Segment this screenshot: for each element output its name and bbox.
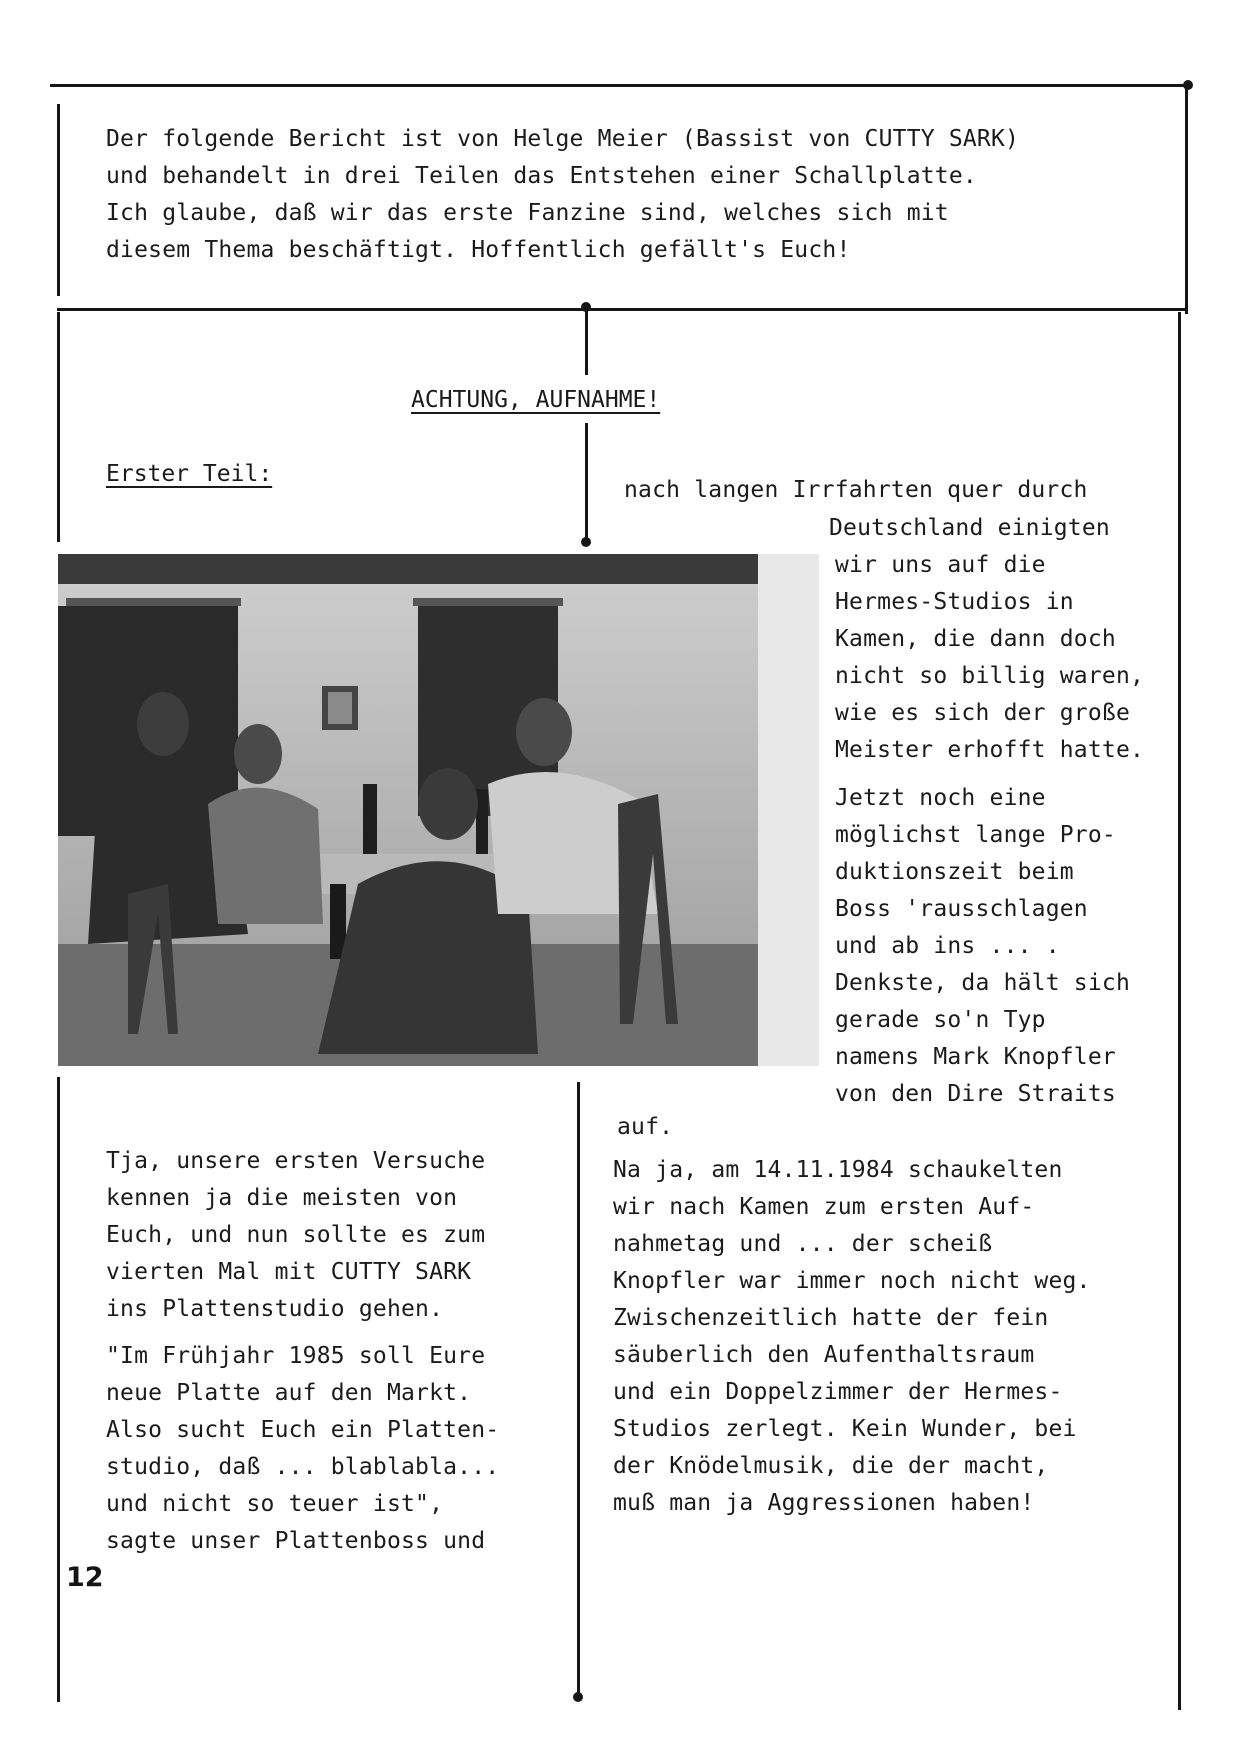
- right-text-line: möglichst lange Pro-: [835, 822, 1116, 848]
- right-text-line: wie es sich der große: [835, 700, 1130, 726]
- intro-line: Ich glaube, daß wir das erste Fanzine sind, welches sich mit: [106, 200, 949, 226]
- article-title: ACHTUNG, AUFNAHME!: [411, 387, 661, 413]
- right-text-line: nicht so billig waren,: [835, 663, 1145, 689]
- left-text-line: neue Platte auf den Markt.: [106, 1380, 472, 1406]
- right-text-line: Jetzt noch eine: [835, 785, 1046, 811]
- left-text-line: ins Plattenstudio gehen.: [106, 1296, 444, 1322]
- right-text-line: Na ja, am 14.11.1984 schaukelten: [613, 1157, 1063, 1183]
- right-text-line: Kamen, die dann doch: [835, 626, 1116, 652]
- left-text-line: Tja, unsere ersten Versuche: [106, 1148, 486, 1174]
- left-border-line-bottom: [57, 1077, 60, 1702]
- right-text-line: von den Dire Straits: [835, 1081, 1116, 1107]
- title-stem-line: [585, 310, 588, 375]
- right-text-line: gerade so'n Typ: [835, 1007, 1046, 1033]
- intro-divider-line: [57, 308, 1188, 311]
- left-border-line-mid: [57, 312, 60, 542]
- page-number: 12: [66, 1562, 104, 1593]
- left-text-line: "Im Frühjahr 1985 soll Eure: [106, 1343, 486, 1369]
- left-text-line: sagte unser Plattenboss und: [106, 1528, 486, 1554]
- right-text-line: Denkste, da hält sich: [835, 970, 1130, 996]
- right-text-line: muß man ja Aggressionen haben!: [613, 1490, 1035, 1516]
- right-text-line: und ein Doppelzimmer der Hermes-: [613, 1379, 1063, 1405]
- band-photo: [58, 554, 819, 1066]
- right-text-line: Meister erhofft hatte.: [835, 737, 1145, 763]
- right-text-line: Boss 'rausschlagen: [835, 896, 1088, 922]
- section-label: Erster Teil:: [106, 461, 273, 487]
- right-text-line: namens Mark Knopfler: [835, 1044, 1116, 1070]
- right-text-line: säuberlich den Aufenthaltsraum: [613, 1342, 1035, 1368]
- column-divider-top-dot: [581, 537, 591, 547]
- right-border-line-lower: [1178, 312, 1181, 1710]
- right-text-line: Knopfler war immer noch nicht weg.: [613, 1268, 1091, 1294]
- left-border-line-top: [57, 104, 60, 296]
- left-text-line: Euch, und nun sollte es zum: [106, 1222, 486, 1248]
- top-border-line: [50, 84, 1188, 87]
- right-text-line: auf.: [617, 1114, 674, 1140]
- intro-line: Der folgende Bericht ist von Helge Meier (Bassist von CUTTY SARK): [106, 126, 1020, 152]
- right-text-line: nach langen Irrfahrten quer durch: [624, 477, 1088, 503]
- left-text-line: kennen ja die meisten von: [106, 1185, 458, 1211]
- right-border-line: [1185, 86, 1188, 314]
- column-divider-bottom: [577, 1082, 580, 1700]
- right-text-line: und ab ins ... .: [835, 933, 1060, 959]
- right-text-line: wir uns auf die: [835, 552, 1046, 578]
- right-text-line: wir nach Kamen zum ersten Auf-: [613, 1194, 1035, 1220]
- left-text-line: und nicht so teuer ist",: [106, 1491, 444, 1517]
- left-text-line: vierten Mal mit CUTTY SARK: [106, 1259, 472, 1285]
- right-text-line: Deutschland einigten: [829, 515, 1110, 541]
- intro-line: und behandelt in drei Teilen das Entstehen einer Schallplatte.: [106, 163, 977, 189]
- column-divider-top: [585, 423, 588, 543]
- right-text-line: Hermes-Studios in: [835, 589, 1074, 615]
- left-text-line: studio, daß ... blablabla...: [106, 1454, 500, 1480]
- right-text-line: duktionszeit beim: [835, 859, 1074, 885]
- right-text-line: nahmetag und ... der scheiß: [613, 1231, 993, 1257]
- right-text-line: der Knödelmusik, die der macht,: [613, 1453, 1049, 1479]
- intro-line: diesem Thema beschäftigt. Hoffentlich gefällt's Euch!: [106, 237, 851, 263]
- column-divider-bottom-dot: [573, 1692, 583, 1702]
- right-text-line: Studios zerlegt. Kein Wunder, bei: [613, 1416, 1077, 1442]
- left-text-line: Also sucht Euch ein Platten-: [106, 1417, 500, 1443]
- right-text-line: Zwischenzeitlich hatte der fein: [613, 1305, 1049, 1331]
